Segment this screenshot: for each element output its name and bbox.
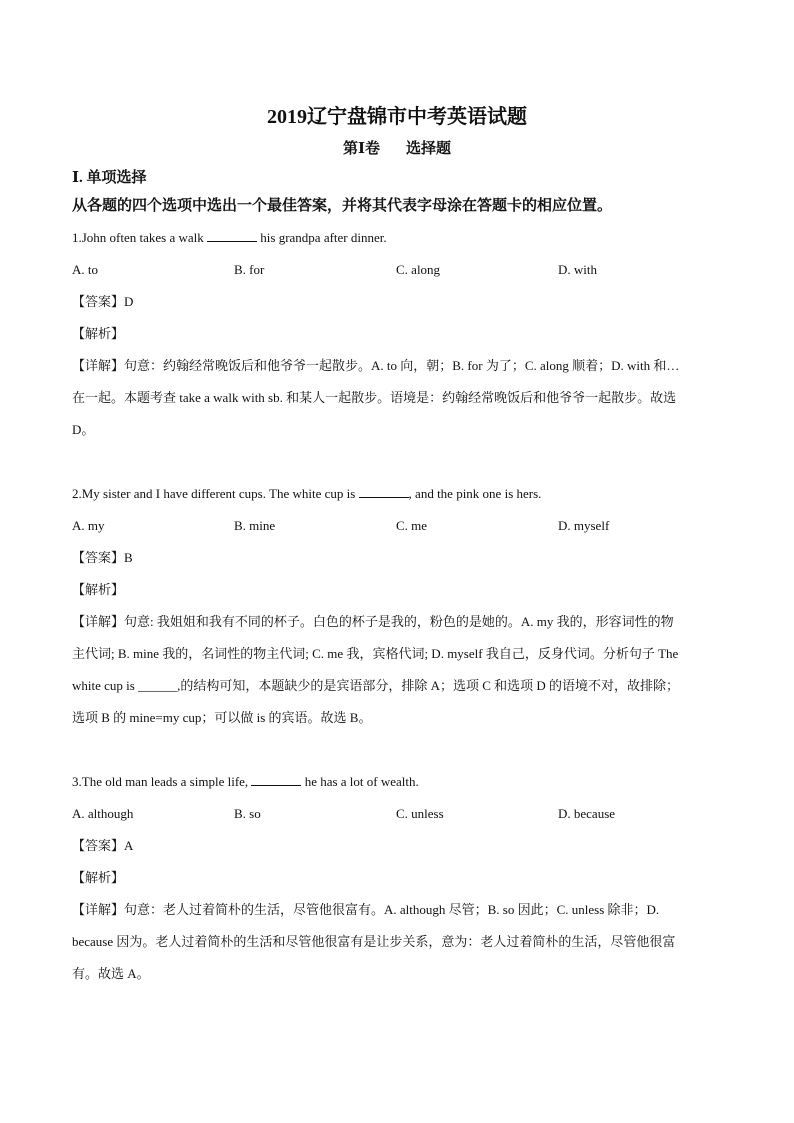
analysis-label: 【解析】 — [72, 870, 125, 885]
detail-line: 主代词; B. mine 我的，名词性的物主代词; C. me 我，宾格代词; D. myself 我自己，反身代词。分析句子 The — [72, 646, 679, 661]
page-title: 2019辽宁盘锦市中考英语试题 — [267, 106, 527, 128]
detail-line: 【详解】句意: 我姐姐和我有不同的杯子。白色的杯子是我的，粉色的是她的。A. my 我的，形容词性的物 — [72, 614, 674, 629]
question-1 — [72, 222, 722, 446]
option-list — [72, 798, 722, 830]
answer-blank — [359, 485, 409, 498]
detail-line: D。 — [72, 422, 95, 437]
part-label: 第Ⅰ卷 — [342, 141, 380, 157]
part-name: 选择题 — [406, 141, 452, 157]
detail-line: 在一起。本题考查 take a walk with sb. 和某人一起散步。语境是：约翰经常晚饭后和他爷爷一起散步。故选 — [72, 390, 677, 405]
option-a: A. although — [72, 806, 134, 821]
question-3 — [72, 766, 722, 990]
option-b: B. so — [234, 806, 261, 821]
detail-line: because 因为。老人过着简朴的生活和尽管他很富有是让步关系，意为：老人过着简朴的生活，尽管他很富 — [72, 934, 676, 949]
option-c: C. along — [396, 262, 441, 277]
option-list — [72, 254, 722, 286]
option-c: C. unless — [396, 806, 444, 821]
option-b: B. mine — [234, 518, 276, 533]
option-d: D. because — [558, 806, 616, 821]
question-2 — [72, 478, 722, 734]
analysis-label: 【解析】 — [72, 326, 125, 341]
detail-line: 有。故选 A。 — [72, 966, 150, 981]
answer-line: 【答案】A — [72, 838, 134, 853]
question-stem: 3.The old man leads a simple life, he has a lot of wealth. — [72, 774, 419, 789]
option-a: A. my — [72, 518, 105, 533]
question-stem: 2.My sister and I have different cups. The white cup is , and the pink one is hers. — [72, 486, 542, 501]
detail-line: white cup is ______,的结构可知，本题缺少的是宾语部分，排除 A；选项 C 和选项 D 的语境不对，故排除； — [72, 678, 680, 693]
part-heading — [72, 138, 722, 160]
option-list — [72, 510, 722, 542]
option-b: B. for — [234, 262, 265, 277]
instruction-text: 从各题的四个选项中选出一个最佳答案，并将其代表字母涂在答题卡的相应位置。 — [72, 198, 613, 214]
answer-blank — [251, 773, 301, 786]
answer-line: 【答案】D — [72, 294, 134, 309]
option-d: D. with — [558, 262, 597, 277]
detail-line: 【详解】句意：老人过着简朴的生活，尽管他很富有。A. although 尽管；B. so 因此；C. unless 除非；D. — [72, 902, 660, 917]
section-heading: Ⅰ. 单项选择 — [72, 170, 147, 186]
option-a: A. to — [72, 262, 98, 277]
answer-blank — [207, 229, 257, 242]
option-c: C. me — [396, 518, 428, 533]
question-stem: 1.John often takes a walk his grandpa after dinner. — [72, 230, 387, 245]
analysis-label: 【解析】 — [72, 582, 125, 597]
detail-line: 选项 B 的 mine=my cup；可以做 is 的宾语。故选 B。 — [72, 710, 372, 725]
option-d: D. myself — [558, 518, 610, 533]
detail-line: 【详解】句意：约翰经常晚饭后和他爷爷一起散步。A. to 向，朝；B. for 为了；C. along 顺着；D. with 和… — [72, 358, 680, 373]
answer-line: 【答案】B — [72, 550, 133, 565]
